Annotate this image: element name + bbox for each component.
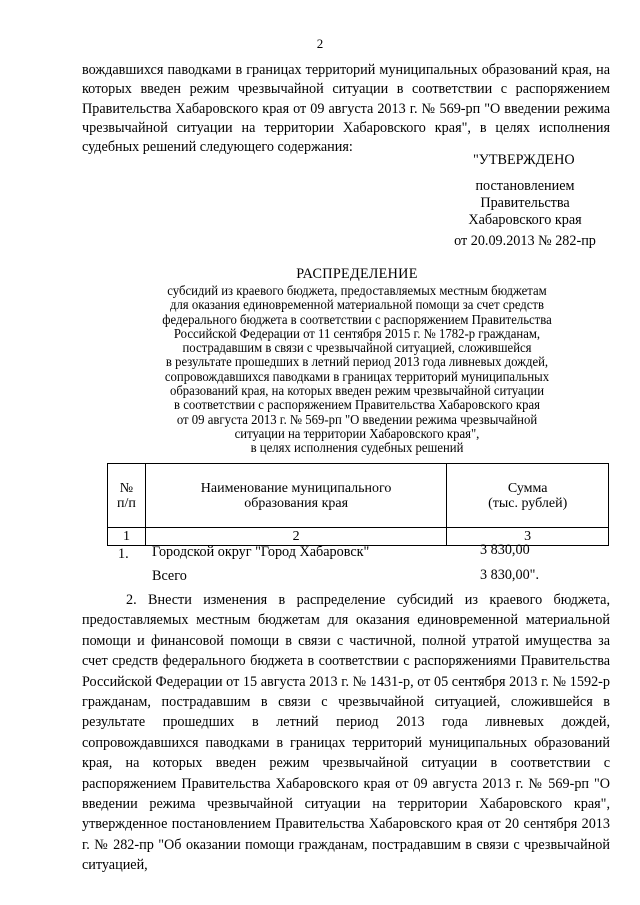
- column-number: 3: [447, 528, 609, 546]
- distribution-line: образований края, на которых введен режим чрезвычайной ситуации: [169, 383, 545, 399]
- intro-paragraph: [82, 61, 610, 157]
- table-header-row: [108, 464, 609, 528]
- approval-line: Хабаровского края: [468, 212, 582, 228]
- distribution-line: ситуации на территории Хабаровского края",: [234, 425, 480, 441]
- distribution-line: федерального бюджета в соответствии с распоряжением Правительства: [162, 311, 552, 327]
- approval-line: Правительства: [480, 195, 570, 211]
- distribution-table: [107, 463, 609, 546]
- paragraph-2: [82, 590, 610, 876]
- intro-text: вождавшихся паводками в границах территорий муниципальных образований края, на которых введен режим чрезвычайной ситуации в соответствии с распоряжением Правительства Хабаровского края от 09 августа 2013 г. № 569-рп "О введении режима чрезвычайной ситуации на территории Хабаровского края", в целях исполнения судебных решений следующего содержания:: [82, 62, 610, 156]
- header-name: Наименование муниципального образования края: [145, 464, 446, 528]
- row-sum: 3 830,00: [480, 542, 530, 558]
- distribution-line: в целях исполнения судебных решений: [250, 440, 464, 456]
- approval-date: от 20.09.2013 № 282-пр: [454, 233, 596, 249]
- distribution-line: Российской Федерации от 11 сентября 2015 г. № 1782-р гражданам,: [173, 325, 541, 341]
- header-sum: Сумма (тыс. рублей): [447, 464, 609, 528]
- distribution-line: пострадавшим в связи с чрезвычайной ситуацией, сложившейся: [182, 340, 532, 356]
- approval-head: "УТВЕРЖДЕНО: [473, 152, 575, 168]
- distribution-line: от 09 августа 2013 г. № 569-рп "О введении режима чрезвычайной: [176, 411, 538, 427]
- distribution-title: РАСПРЕДЕЛЕНИЕ: [296, 266, 418, 282]
- column-number: 2: [145, 528, 446, 546]
- column-number-row: [108, 528, 609, 546]
- distribution-line: субсидий из краевого бюджета, предоставляемых местным бюджетам: [167, 283, 547, 298]
- total-label: Всего: [152, 568, 187, 584]
- row-number: 1.: [118, 546, 129, 562]
- column-number: 1: [108, 528, 146, 546]
- row-name: Городской округ "Город Хабаровск": [152, 544, 370, 560]
- paragraph-2-text: 2. Внести изменения в распределение субсидий из краевого бюджета, предоставляемых местным бюджетам для оказания единовременной материальной помощи и финансовой помощи в связи с частичной, полной утратой имущества за счет средств федерального бюджета в соответствии с распоряжениями Правительства Российской Федерации от 15 августа 2013 г. № 1431-р, от 05 сентября 2013 г. № 1592-р гражданам, пострадавшим в связи с чрезвычайной ситуацией, сложившейся в результате прошедших в летний период 2013 года ливневых дождей, сопровождавшихся паводками в границах территорий муниципальных образований края, на которых введен режим чрезвычайной ситуации в соответствии с распоряжением Правительства Хабаровского края от 09 августа 2013 г. № 569-рп "О введении режима чрезвычайной ситуации на территории Хабаровского края", утвержденное постановлением Правительства Хабаровского края от 20 сентября 2013 г. № 282-пр "Об оказании помощи гражданам, пострадавшим в связи с чрезвычайной ситуацией,: [82, 592, 610, 874]
- distribution-line: для оказания единовременной материальной помощи за счет средств: [169, 297, 545, 313]
- distribution-line: в соответствии с распоряжением Правительства Хабаровского края: [174, 397, 540, 413]
- distribution-subtitle: [110, 284, 604, 456]
- header-num: № п/п: [108, 464, 146, 528]
- approval-line: постановлением: [475, 178, 575, 194]
- distribution-line: в результате прошедших в летний период 2013 года ливневых дождей,: [165, 354, 549, 370]
- page-number: 2: [316, 36, 324, 51]
- distribution-line: сопровождавшихся паводками в границах территорий муниципальных: [164, 368, 550, 384]
- total-sum: 3 830,00".: [480, 567, 539, 583]
